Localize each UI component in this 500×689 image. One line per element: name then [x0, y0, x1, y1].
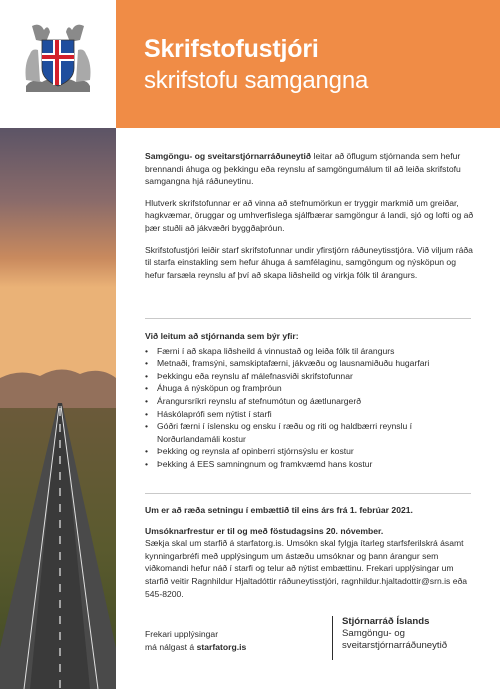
more-info-line-1: Frekari upplýsingar — [145, 629, 219, 639]
starfatorg-link[interactable]: starfatorg.is — [196, 641, 247, 652]
footer-divider — [332, 616, 333, 660]
list-item: • Þekking og reynsla af opinberri stjórnsýslu er kostur — [145, 445, 475, 458]
list-item: • Færni í að skapa liðsheild á vinnustað og leiða fólk til árangurs — [145, 345, 475, 358]
more-info — [145, 628, 246, 654]
requirements-list — [145, 345, 475, 471]
icelandic-coat-of-arms-icon — [22, 20, 94, 100]
intro-lead-text: leitar að öflugum stjórnanda sem hefur brennandi áhuga og þekkingu eða reynslu af samgöngumálum til að leiða skrifstofu samgangna hjá ráðuneytinu. — [145, 151, 461, 187]
logo-area — [0, 0, 116, 128]
intro-paragraph-2: Hlutverk skrifstofunnar er að vinna að stefnumörkun er tryggir markmið um greiðar, hagkvæmar, öruggar og umhverfislega sjálfbærar samgöngur á landi, sjó og lofti og að þær stuðli að jákvæðri byggðaþróun. — [145, 197, 474, 233]
terms-section — [145, 504, 475, 600]
application-deadline: Umsóknarfrestur er til og með föstudagsins 20. nóvember. — [145, 525, 384, 536]
intro-paragraph-1 — [145, 150, 475, 188]
more-info-line-2 — [145, 641, 246, 654]
ministry-name: Samgöngu- og sveitarstjórnarráðuneytið — [145, 151, 312, 161]
more-info-prefix: má nálgast á — [145, 641, 197, 652]
road-photo — [0, 128, 116, 689]
government-name: Stjórnarráð Íslands — [342, 616, 430, 627]
job-subtitle: skrifstofu samgangna — [144, 67, 369, 94]
intro-paragraph-3: Skrifstofustjóri leiðir starf skrifstofunnar undir yfirstjórn ráðuneytisstjóra. Við viljum ráða til starfa einstakling sem hefur áhuga á samfélaginu, samgöngum og nýsköpun og hefur farsæla reynslu af því að skapa liðsheild og virkja fólk til árangurs. — [145, 244, 473, 280]
list-item: • Áhuga á nýsköpun og framþróun — [145, 382, 475, 395]
requirements-heading: Við leitum að stjórnanda sem býr yfir: — [145, 331, 299, 341]
list-item: • Árangursríkri reynslu af stefnumótun og áætlunargerð — [145, 395, 475, 408]
intro-section — [145, 150, 475, 290]
road-landscape-image — [0, 128, 116, 689]
ministry-signature — [342, 616, 447, 652]
requirements-section — [145, 330, 475, 471]
list-item: • Háskólaprófi sem nýtist í starfi — [145, 408, 475, 421]
job-title: Skrifstofustjóri — [144, 35, 319, 63]
header-banner — [116, 0, 500, 128]
ministry-line-2: sveitarstjórnarráðuneytið — [342, 640, 448, 651]
ministry-line-1: Samgöngu- og — [342, 628, 405, 639]
section-divider-2 — [145, 493, 471, 494]
list-item: • Metnaði, framsýni, samskiptafærni, jákvæðu og lausnamiðuðu hugarfari — [145, 357, 475, 370]
appointment-terms: Um er að ræða setningu í embættið til eins árs frá 1. febrúar 2021. — [145, 505, 413, 515]
application-instructions: Sækja skal um starfið á starfatorg.is. Umsókn skal fylgja ítarleg starfsferilskrá ásamt kynningarbréfi með upplýsingum um ástæðu umsóknar og þann árangur sem viðkomandi hefur náð í starfi og telur að nýtist embættinu. Frekari upplýsingar um starfið veitir Ragnhildur Hjaltadóttir ráðuneytisstjóri, ragnhildur.hjaltadottir@srn.is eða 545-8200. — [145, 538, 468, 599]
section-divider-1 — [145, 318, 471, 319]
list-item: • Þekkingu eða reynslu af málefnasviði skrifstofunnar — [145, 370, 475, 383]
list-item: • Góðri færni í íslensku og ensku í ræðu og riti og haldbærri reynslu í Norðurlandamáli kostur — [145, 420, 475, 445]
list-item: • Þekking á EES samningnum og framkvæmd hans kostur — [145, 458, 475, 471]
